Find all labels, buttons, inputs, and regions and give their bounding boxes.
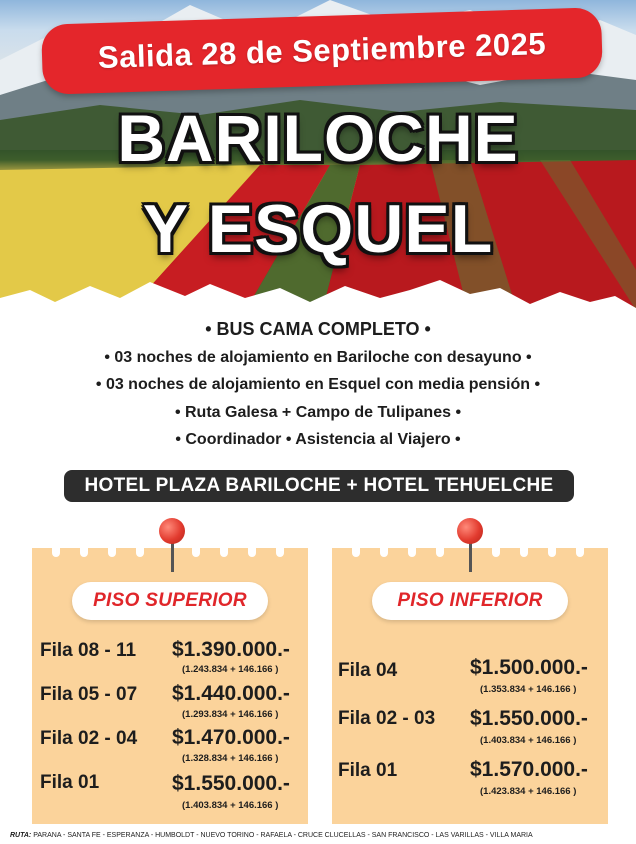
include-item: • 03 noches de alojamiento en Bariloche con desayuno •	[104, 348, 532, 366]
row-price-detail: (1.353.834 + 146.166 )	[480, 684, 577, 695]
include-item: • Coordinador • Asistencia al Viajero •	[175, 431, 461, 448]
row-price: $1.500.000.-	[470, 656, 588, 679]
price-card-upper-deck	[32, 548, 308, 824]
price-card-lower-deck	[332, 548, 608, 824]
row-price-detail: (1.423.834 + 146.166 )	[480, 786, 577, 797]
destination-title-line2: Y ESQUEL	[142, 191, 494, 267]
route-stops: PARANA - SANTA FE - ESPERANZA - HUMBOLDT - NUEVO TORINO - RAFAELA - CRUCE CLUCELLAS - SAN FRANCISCO - LAS VARILLAS - VILLA MARIA	[33, 832, 533, 839]
row-price: $1.570.000.-	[470, 758, 588, 781]
row-price-detail: (1.403.834 + 146.166 )	[182, 800, 279, 811]
route-label: RUTA:	[10, 832, 32, 839]
hotels-text: HOTEL PLAZA BARILOCHE + HOTEL TEHUELCHE	[84, 475, 554, 496]
row-price-detail: (1.243.834 + 146.166 )	[182, 664, 279, 675]
row-label: Fila 01	[40, 772, 100, 793]
row-label: Fila 02 - 03	[338, 708, 436, 729]
row-price: $1.440.000.-	[172, 682, 290, 705]
row-label: Fila 04	[338, 660, 398, 681]
deck-label-text: PISO INFERIOR	[397, 590, 543, 611]
row-price-detail: (1.403.834 + 146.166 )	[480, 735, 577, 746]
hotels-bar	[64, 470, 574, 502]
row-label: Fila 02 - 04	[40, 728, 138, 749]
deck-label	[372, 582, 568, 620]
departure-date: Salida 28 de Septiembre 2025	[97, 25, 547, 76]
route-footer	[10, 832, 630, 839]
row-price: $1.390.000.-	[172, 638, 290, 661]
row-price-detail: (1.293.834 + 146.166 )	[182, 709, 279, 720]
hero-banner	[0, 0, 636, 320]
torn-paper-edge	[0, 268, 636, 320]
row-label: Fila 08 - 11	[40, 640, 137, 661]
pushpin-icon	[159, 518, 185, 544]
row-label: Fila 01	[338, 760, 398, 781]
deck-label	[72, 582, 268, 620]
deck-label-text: PISO SUPERIOR	[93, 590, 247, 611]
include-item: • 03 noches de alojamiento en Esquel con media pensión •	[95, 376, 541, 393]
row-price: $1.550.000.-	[470, 707, 588, 730]
package-includes	[0, 316, 636, 454]
pushpin-icon	[457, 518, 483, 544]
destination-title-line1: BARILOCHE	[117, 101, 519, 175]
row-label: Fila 05 - 07	[40, 684, 138, 705]
row-price: $1.550.000.-	[172, 772, 290, 795]
row-price: $1.470.000.-	[172, 726, 290, 749]
include-item: • Ruta Galesa + Campo de Tulipanes •	[174, 403, 462, 421]
row-price-detail: (1.328.834 + 146.166 )	[182, 753, 279, 764]
include-item: • BUS CAMA COMPLETO •	[205, 319, 431, 339]
